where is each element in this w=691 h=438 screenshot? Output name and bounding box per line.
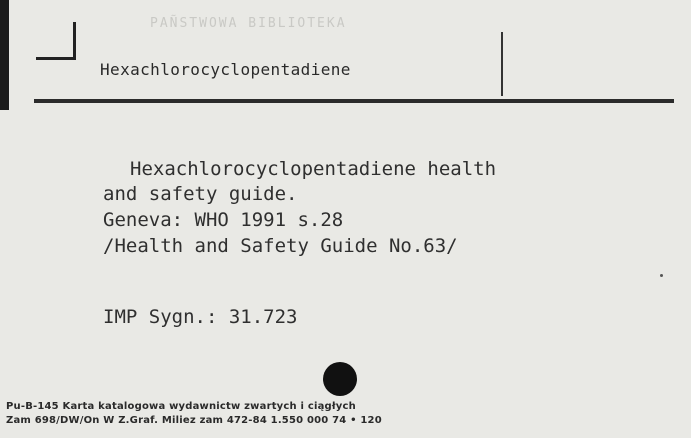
card-heading: Hexachlorocyclopentadiene (100, 60, 351, 79)
corner-mark-horizontal (36, 57, 76, 60)
edge-strip (0, 0, 9, 110)
title-line-2: and safety guide. (103, 183, 298, 205)
footer-line-1: Pu-B-145 Karta katalogowa wydawnictw zwartych i ciągłych (6, 401, 356, 412)
corner-mark-vertical (73, 22, 76, 60)
footer-line-2: Zam 698/DW/On W Z.Graf. Miliez zam 472-84 1.550 000 74 • 120 (6, 415, 382, 426)
punch-hole (323, 362, 357, 396)
title-line-1: Hexachlorocyclopentadiene health (130, 158, 497, 180)
imprint-line: Geneva: WHO 1991 s.28 (103, 209, 344, 231)
heading-divider (501, 32, 503, 96)
heading-rule (34, 99, 674, 103)
shelfmark-line: IMP Sygn.: 31.723 (103, 306, 298, 328)
faded-stamp: PAÑSTWOWA BIBLIOTEKA (150, 16, 347, 31)
speck (660, 274, 663, 277)
series-line: /Health and Safety Guide No.63/ (103, 235, 458, 257)
